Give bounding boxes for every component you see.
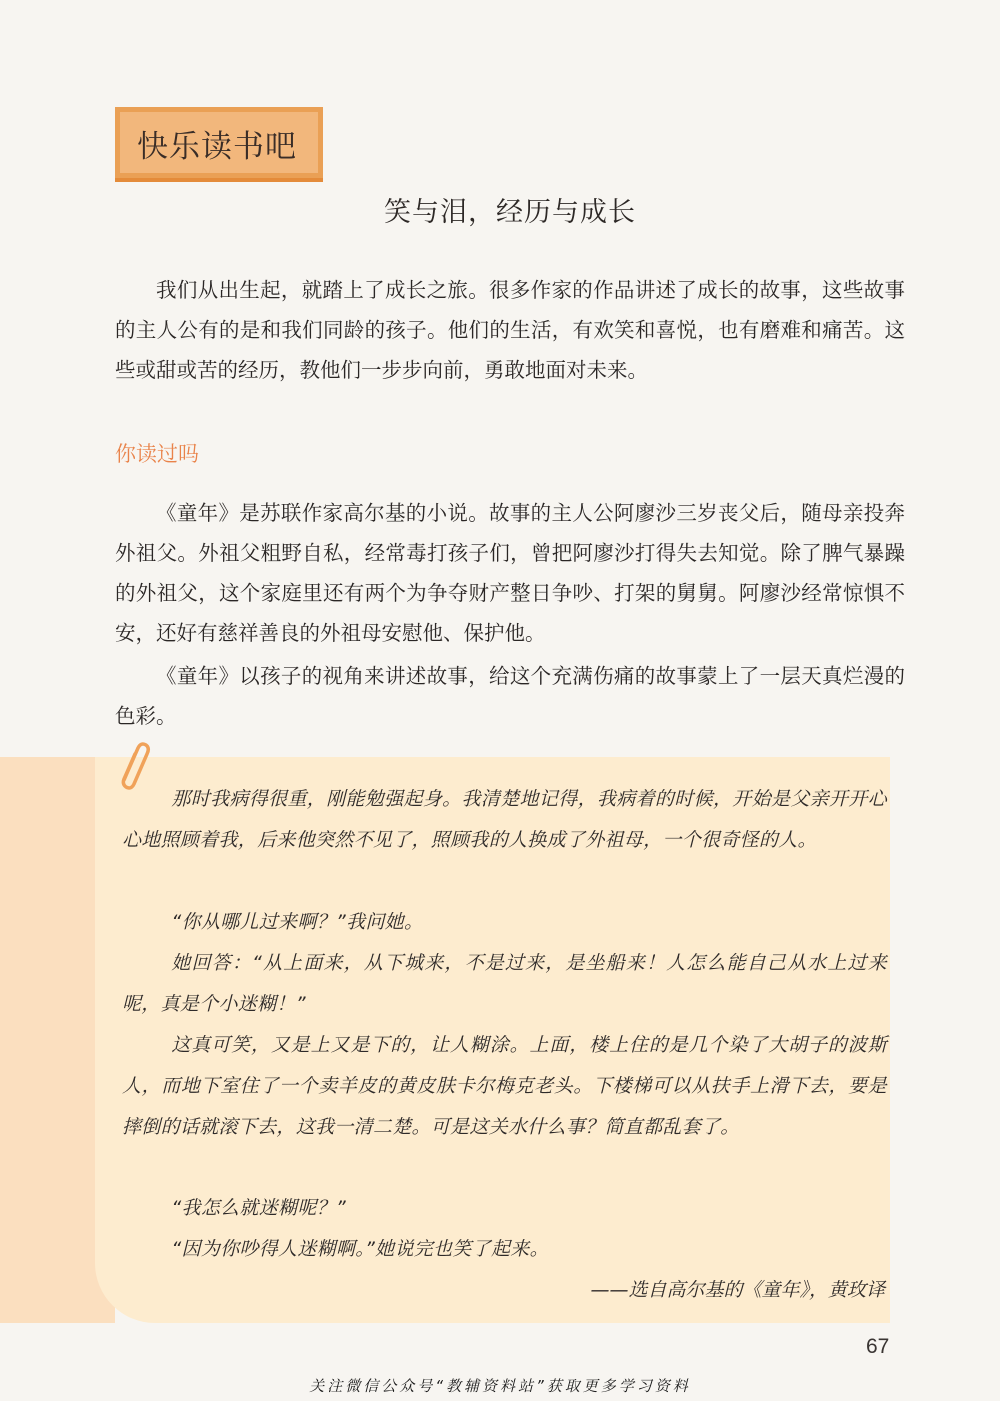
body-paragraph: 《童年》以孩子的视角来讲述故事，给这个充满伤痛的故事蒙上了一层天真烂漫的色彩。: [115, 664, 905, 728]
intro-paragraph: 我们从出生起，就踏上了成长之旅。很多作家的作品讲述了成长的故事，这些故事的主人公有的是和我们同龄的孩子。他们的生活，有欢笑和喜悦，也有磨难和痛苦。这些或甜或苦的经历，教他们一步步向前，勇敢地面对未来。: [115, 278, 905, 382]
excerpt-source: ——选自高尔基的《童年》，黄玫译: [590, 1279, 885, 1301]
excerpt-paragraph: “因为你吵得人迷糊啊。”她说完也笑了起来。: [171, 1238, 549, 1260]
section-tag-label: 快乐读书吧: [137, 129, 297, 165]
footer-watermark-note: 关注微信公众号“教辅资料站”获取更多学习资料: [309, 1377, 691, 1395]
body-paragraph: 《童年》是苏联作家高尔基的小说。故事的主人公阿廖沙三岁丧父后，随母亲投奔外祖父。外祖父粗野自私，经常毒打孩子们，曾把阿廖沙打得失去知觉。除了脾气暴躁的外祖父，这个家庭里还有两个为争夺财产整日争吵、打架的舅舅。阿廖沙经常惊惧不安，还好有慈祥善良的外祖母安慰他、保护他。: [115, 501, 905, 645]
section-heading: 你读过吗: [115, 442, 199, 466]
section-tag: [115, 107, 323, 182]
page-title: 笑与泪，经历与成长: [384, 197, 636, 228]
excerpt-paragraph: 这真可笑，又是上又是下的，让人糊涂。上面，楼上住的是几个染了大胡子的波斯人，而地下室住了一个卖羊皮的黄皮肤卡尔梅克老头。下楼梯可以从扶手上滑下去，要是摔倒的话就滚下去，这我一清二楚。可是这关水什么事？简直都乱套了。: [122, 1034, 887, 1138]
page-number: 67: [866, 1335, 890, 1358]
excerpt-paragraph: 那时我病得很重，刚能勉强起身。我清楚地记得，我病着的时候，开始是父亲开开心心地照顾着我，后来他突然不见了，照顾我的人换成了外祖母，一个很奇怪的人。: [122, 788, 887, 851]
excerpt-paragraph: “你从哪儿过来啊？”我问她。: [171, 911, 424, 933]
excerpt-paragraph: 她回答：“从上面来，从下城来，不是过来，是坐船来！人怎么能自己从水上过来呢，真是个小迷糊！”: [122, 952, 887, 1015]
excerpt-paragraph: “我怎么就迷糊呢？”: [171, 1197, 347, 1219]
